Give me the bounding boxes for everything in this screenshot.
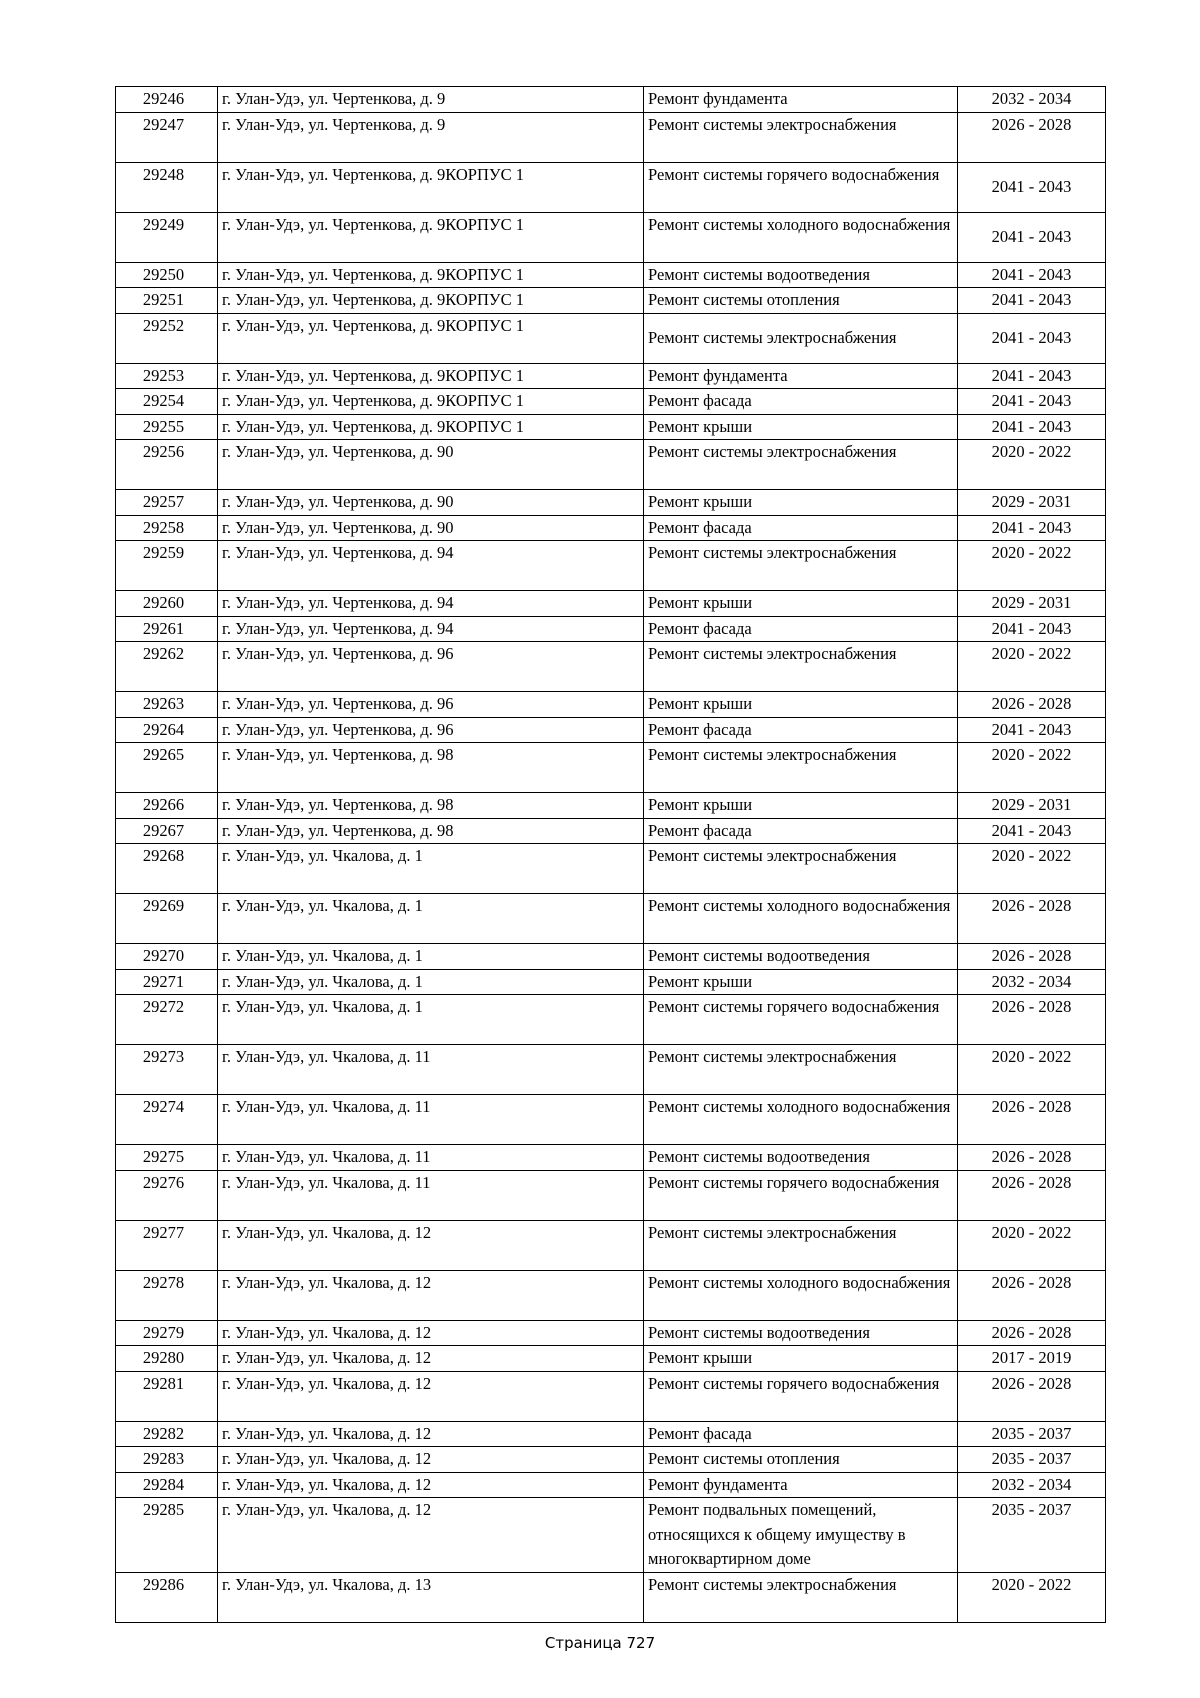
- work-type-cell: Ремонт системы холодного водоснабжения: [644, 212, 958, 262]
- period-cell: 2026 - 2028: [958, 692, 1106, 718]
- row-number-cell: 29257: [116, 490, 218, 516]
- address-cell: г. Улан-Удэ, ул. Чертенкова, д. 9КОРПУС 1: [218, 414, 644, 440]
- period-cell: 2041 - 2043: [958, 818, 1106, 844]
- work-type-cell: Ремонт системы электроснабжения: [644, 1045, 958, 1095]
- work-type-cell: Ремонт системы электроснабжения: [644, 440, 958, 490]
- period-cell: 2041 - 2043: [958, 212, 1106, 262]
- work-type-cell: Ремонт системы отопления: [644, 288, 958, 314]
- period-cell: 2020 - 2022: [958, 1045, 1106, 1095]
- period-cell: 2032 - 2034: [958, 1472, 1106, 1498]
- period-cell: 2026 - 2028: [958, 1145, 1106, 1171]
- period-cell: 2041 - 2043: [958, 262, 1106, 288]
- address-cell: г. Улан-Удэ, ул. Чкалова, д. 1: [218, 894, 644, 944]
- period-cell: 2026 - 2028: [958, 1170, 1106, 1220]
- work-type-cell: Ремонт системы горячего водоснабжения: [644, 995, 958, 1045]
- period-cell: 2020 - 2022: [958, 1220, 1106, 1270]
- row-number-cell: 29262: [116, 642, 218, 692]
- period-cell: 2035 - 2037: [958, 1447, 1106, 1473]
- work-type-cell: Ремонт крыши: [644, 692, 958, 718]
- work-type-cell: Ремонт крыши: [644, 490, 958, 516]
- work-type-cell: Ремонт системы электроснабжения: [644, 1572, 958, 1622]
- address-cell: г. Улан-Удэ, ул. Чертенкова, д. 98: [218, 793, 644, 819]
- address-cell: г. Улан-Удэ, ул. Чертенкова, д. 98: [218, 818, 644, 844]
- period-cell: 2041 - 2043: [958, 162, 1106, 212]
- work-type-cell: Ремонт системы электроснабжения: [644, 541, 958, 591]
- address-cell: г. Улан-Удэ, ул. Чкалова, д. 12: [218, 1498, 644, 1573]
- period-cell: 2029 - 2031: [958, 591, 1106, 617]
- address-cell: г. Улан-Удэ, ул. Чкалова, д. 12: [218, 1447, 644, 1473]
- table-row: [116, 87, 1106, 113]
- work-type-cell: Ремонт системы водоотведения: [644, 1320, 958, 1346]
- table-row: [116, 692, 1106, 718]
- work-type-cell: Ремонт фундамента: [644, 363, 958, 389]
- period-cell: 2020 - 2022: [958, 1572, 1106, 1622]
- period-cell: 2026 - 2028: [958, 1270, 1106, 1320]
- row-number-cell: 29274: [116, 1095, 218, 1145]
- table-row: [116, 1320, 1106, 1346]
- work-type-cell: Ремонт системы электроснабжения: [644, 743, 958, 793]
- address-cell: г. Улан-Удэ, ул. Чкалова, д. 12: [218, 1270, 644, 1320]
- period-cell: 2020 - 2022: [958, 844, 1106, 894]
- page-footer: [0, 1634, 1200, 1652]
- table-row: [116, 414, 1106, 440]
- table-row: [116, 818, 1106, 844]
- table-row: [116, 844, 1106, 894]
- table-row: [116, 1421, 1106, 1447]
- work-type-cell: Ремонт системы электроснабжения: [644, 112, 958, 162]
- table-row: [116, 1170, 1106, 1220]
- address-cell: г. Улан-Удэ, ул. Чертенкова, д. 94: [218, 541, 644, 591]
- row-number-cell: 29266: [116, 793, 218, 819]
- period-cell: 2041 - 2043: [958, 389, 1106, 415]
- row-number-cell: 29284: [116, 1472, 218, 1498]
- work-type-cell: Ремонт системы отопления: [644, 1447, 958, 1473]
- address-cell: г. Улан-Удэ, ул. Чкалова, д. 11: [218, 1095, 644, 1145]
- row-number-cell: 29265: [116, 743, 218, 793]
- table-row: [116, 440, 1106, 490]
- work-type-cell: Ремонт системы горячего водоснабжения: [644, 162, 958, 212]
- table-row: [116, 1371, 1106, 1421]
- table-row: [116, 743, 1106, 793]
- row-number-cell: 29268: [116, 844, 218, 894]
- work-type-cell: Ремонт фасада: [644, 717, 958, 743]
- row-number-cell: 29248: [116, 162, 218, 212]
- work-type-cell: Ремонт фасада: [644, 1421, 958, 1447]
- row-number-cell: 29267: [116, 818, 218, 844]
- work-type-cell: Ремонт фасада: [644, 818, 958, 844]
- row-number-cell: 29247: [116, 112, 218, 162]
- table-row: [116, 616, 1106, 642]
- capital-repair-table: [115, 86, 1106, 1623]
- table-row: [116, 262, 1106, 288]
- work-type-cell: Ремонт системы водоотведения: [644, 1145, 958, 1171]
- row-number-cell: 29285: [116, 1498, 218, 1573]
- row-number-cell: 29246: [116, 87, 218, 113]
- address-cell: г. Улан-Удэ, ул. Чертенкова, д. 98: [218, 743, 644, 793]
- table-row: [116, 112, 1106, 162]
- address-cell: г. Улан-Удэ, ул. Чкалова, д. 11: [218, 1170, 644, 1220]
- row-number-cell: 29277: [116, 1220, 218, 1270]
- address-cell: г. Улан-Удэ, ул. Чертенкова, д. 96: [218, 717, 644, 743]
- address-cell: г. Улан-Удэ, ул. Чертенкова, д. 9КОРПУС 1: [218, 389, 644, 415]
- work-type-cell: Ремонт фундамента: [644, 87, 958, 113]
- table-row: [116, 793, 1106, 819]
- work-type-cell: Ремонт системы холодного водоснабжения: [644, 894, 958, 944]
- row-number-cell: 29251: [116, 288, 218, 314]
- table-row: [116, 389, 1106, 415]
- row-number-cell: 29259: [116, 541, 218, 591]
- row-number-cell: 29276: [116, 1170, 218, 1220]
- period-cell: 2026 - 2028: [958, 1371, 1106, 1421]
- row-number-cell: 29280: [116, 1346, 218, 1372]
- table-row: [116, 944, 1106, 970]
- address-cell: г. Улан-Удэ, ул. Чертенкова, д. 9КОРПУС 1: [218, 212, 644, 262]
- table-row: [116, 1045, 1106, 1095]
- table-row: [116, 515, 1106, 541]
- table-row: [116, 1346, 1106, 1372]
- table-row: [116, 1220, 1106, 1270]
- address-cell: г. Улан-Удэ, ул. Чертенкова, д. 9КОРПУС 1: [218, 262, 644, 288]
- address-cell: г. Улан-Удэ, ул. Чкалова, д. 12: [218, 1346, 644, 1372]
- work-type-cell: Ремонт системы холодного водоснабжения: [644, 1095, 958, 1145]
- address-cell: г. Улан-Удэ, ул. Чкалова, д. 12: [218, 1472, 644, 1498]
- period-cell: 2026 - 2028: [958, 944, 1106, 970]
- table-row: [116, 288, 1106, 314]
- row-number-cell: 29279: [116, 1320, 218, 1346]
- row-number-cell: 29275: [116, 1145, 218, 1171]
- period-cell: 2041 - 2043: [958, 414, 1106, 440]
- period-cell: 2041 - 2043: [958, 288, 1106, 314]
- row-number-cell: 29261: [116, 616, 218, 642]
- address-cell: г. Улан-Удэ, ул. Чкалова, д. 1: [218, 995, 644, 1045]
- table-row: [116, 313, 1106, 363]
- row-number-cell: 29260: [116, 591, 218, 617]
- address-cell: г. Улан-Удэ, ул. Чертенкова, д. 90: [218, 440, 644, 490]
- table-row: [116, 591, 1106, 617]
- work-type-cell: Ремонт системы электроснабжения: [644, 1220, 958, 1270]
- address-cell: г. Улан-Удэ, ул. Чертенкова, д. 90: [218, 515, 644, 541]
- address-cell: г. Улан-Удэ, ул. Чкалова, д. 1: [218, 944, 644, 970]
- address-cell: г. Улан-Удэ, ул. Чкалова, д. 12: [218, 1421, 644, 1447]
- work-type-cell: Ремонт крыши: [644, 414, 958, 440]
- work-type-cell: Ремонт крыши: [644, 793, 958, 819]
- row-number-cell: 29286: [116, 1572, 218, 1622]
- period-cell: 2020 - 2022: [958, 541, 1106, 591]
- work-type-cell: Ремонт крыши: [644, 1346, 958, 1372]
- period-cell: 2017 - 2019: [958, 1346, 1106, 1372]
- address-cell: г. Улан-Удэ, ул. Чертенкова, д. 9КОРПУС 1: [218, 162, 644, 212]
- period-cell: 2020 - 2022: [958, 440, 1106, 490]
- period-cell: 2041 - 2043: [958, 616, 1106, 642]
- address-cell: г. Улан-Удэ, ул. Чкалова, д. 11: [218, 1145, 644, 1171]
- table-row: [116, 642, 1106, 692]
- table-row: [116, 717, 1106, 743]
- period-cell: 2041 - 2043: [958, 515, 1106, 541]
- address-cell: г. Улан-Удэ, ул. Чертенкова, д. 96: [218, 692, 644, 718]
- address-cell: г. Улан-Удэ, ул. Чкалова, д. 1: [218, 844, 644, 894]
- period-cell: 2035 - 2037: [958, 1498, 1106, 1573]
- row-number-cell: 29282: [116, 1421, 218, 1447]
- address-cell: г. Улан-Удэ, ул. Чертенкова, д. 9: [218, 112, 644, 162]
- table-row: [116, 1498, 1106, 1573]
- address-cell: г. Улан-Удэ, ул. Чкалова, д. 12: [218, 1220, 644, 1270]
- row-number-cell: 29256: [116, 440, 218, 490]
- row-number-cell: 29253: [116, 363, 218, 389]
- period-cell: 2020 - 2022: [958, 743, 1106, 793]
- work-type-cell: Ремонт фундамента: [644, 1472, 958, 1498]
- table-row: [116, 1145, 1106, 1171]
- period-cell: 2020 - 2022: [958, 642, 1106, 692]
- address-cell: г. Улан-Удэ, ул. Чертенкова, д. 94: [218, 616, 644, 642]
- period-cell: 2032 - 2034: [958, 969, 1106, 995]
- row-number-cell: 29264: [116, 717, 218, 743]
- address-cell: г. Улан-Удэ, ул. Чкалова, д. 11: [218, 1045, 644, 1095]
- work-type-cell: Ремонт системы холодного водоснабжения: [644, 1270, 958, 1320]
- table-row: [116, 212, 1106, 262]
- address-cell: г. Улан-Удэ, ул. Чкалова, д. 13: [218, 1572, 644, 1622]
- page-number-label: Страница 727: [544, 1634, 656, 1652]
- table-body: [116, 87, 1106, 1623]
- period-cell: 2026 - 2028: [958, 995, 1106, 1045]
- table-row: [116, 1095, 1106, 1145]
- table-row: [116, 1472, 1106, 1498]
- work-type-cell: Ремонт системы горячего водоснабжения: [644, 1170, 958, 1220]
- period-cell: 2032 - 2034: [958, 87, 1106, 113]
- address-cell: г. Улан-Удэ, ул. Чертенкова, д. 9КОРПУС 1: [218, 288, 644, 314]
- period-cell: 2029 - 2031: [958, 793, 1106, 819]
- table-row: [116, 490, 1106, 516]
- row-number-cell: 29278: [116, 1270, 218, 1320]
- table-row: [116, 541, 1106, 591]
- period-cell: 2029 - 2031: [958, 490, 1106, 516]
- table-row: [116, 162, 1106, 212]
- period-cell: 2026 - 2028: [958, 1095, 1106, 1145]
- work-type-cell: Ремонт системы электроснабжения: [644, 642, 958, 692]
- address-cell: г. Улан-Удэ, ул. Чертенкова, д. 96: [218, 642, 644, 692]
- table-row: [116, 363, 1106, 389]
- address-cell: г. Улан-Удэ, ул. Чкалова, д. 12: [218, 1320, 644, 1346]
- row-number-cell: 29254: [116, 389, 218, 415]
- work-type-cell: Ремонт системы водоотведения: [644, 944, 958, 970]
- row-number-cell: 29283: [116, 1447, 218, 1473]
- period-cell: 2026 - 2028: [958, 1320, 1106, 1346]
- work-type-cell: Ремонт системы горячего водоснабжения: [644, 1371, 958, 1421]
- address-cell: г. Улан-Удэ, ул. Чертенкова, д. 9: [218, 87, 644, 113]
- row-number-cell: 29273: [116, 1045, 218, 1095]
- work-type-cell: Ремонт фасада: [644, 515, 958, 541]
- address-cell: г. Улан-Удэ, ул. Чкалова, д. 1: [218, 969, 644, 995]
- work-type-cell: Ремонт фасада: [644, 616, 958, 642]
- period-cell: 2041 - 2043: [958, 313, 1106, 363]
- row-number-cell: 29258: [116, 515, 218, 541]
- address-cell: г. Улан-Удэ, ул. Чертенкова, д. 90: [218, 490, 644, 516]
- row-number-cell: 29249: [116, 212, 218, 262]
- work-type-cell: Ремонт фасада: [644, 389, 958, 415]
- period-cell: 2041 - 2043: [958, 717, 1106, 743]
- row-number-cell: 29255: [116, 414, 218, 440]
- period-cell: 2026 - 2028: [958, 894, 1106, 944]
- period-cell: 2026 - 2028: [958, 112, 1106, 162]
- address-cell: г. Улан-Удэ, ул. Чертенкова, д. 94: [218, 591, 644, 617]
- period-cell: 2041 - 2043: [958, 363, 1106, 389]
- period-cell: 2035 - 2037: [958, 1421, 1106, 1447]
- work-type-cell: Ремонт системы электроснабжения: [644, 313, 958, 363]
- row-number-cell: 29271: [116, 969, 218, 995]
- row-number-cell: 29263: [116, 692, 218, 718]
- row-number-cell: 29252: [116, 313, 218, 363]
- table-row: [116, 995, 1106, 1045]
- row-number-cell: 29281: [116, 1371, 218, 1421]
- table-row: [116, 894, 1106, 944]
- work-type-cell: Ремонт крыши: [644, 591, 958, 617]
- work-type-cell: Ремонт подвальных помещений, относящихся к общему имуществу в многоквартирном доме: [644, 1498, 958, 1573]
- row-number-cell: 29272: [116, 995, 218, 1045]
- address-cell: г. Улан-Удэ, ул. Чкалова, д. 12: [218, 1371, 644, 1421]
- row-number-cell: 29269: [116, 894, 218, 944]
- row-number-cell: 29250: [116, 262, 218, 288]
- work-type-cell: Ремонт крыши: [644, 969, 958, 995]
- table-row: [116, 969, 1106, 995]
- work-type-cell: Ремонт системы электроснабжения: [644, 844, 958, 894]
- row-number-cell: 29270: [116, 944, 218, 970]
- address-cell: г. Улан-Удэ, ул. Чертенкова, д. 9КОРПУС 1: [218, 313, 644, 363]
- table-row: [116, 1270, 1106, 1320]
- address-cell: г. Улан-Удэ, ул. Чертенкова, д. 9КОРПУС 1: [218, 363, 644, 389]
- work-type-cell: Ремонт системы водоотведения: [644, 262, 958, 288]
- table-row: [116, 1572, 1106, 1622]
- table-row: [116, 1447, 1106, 1473]
